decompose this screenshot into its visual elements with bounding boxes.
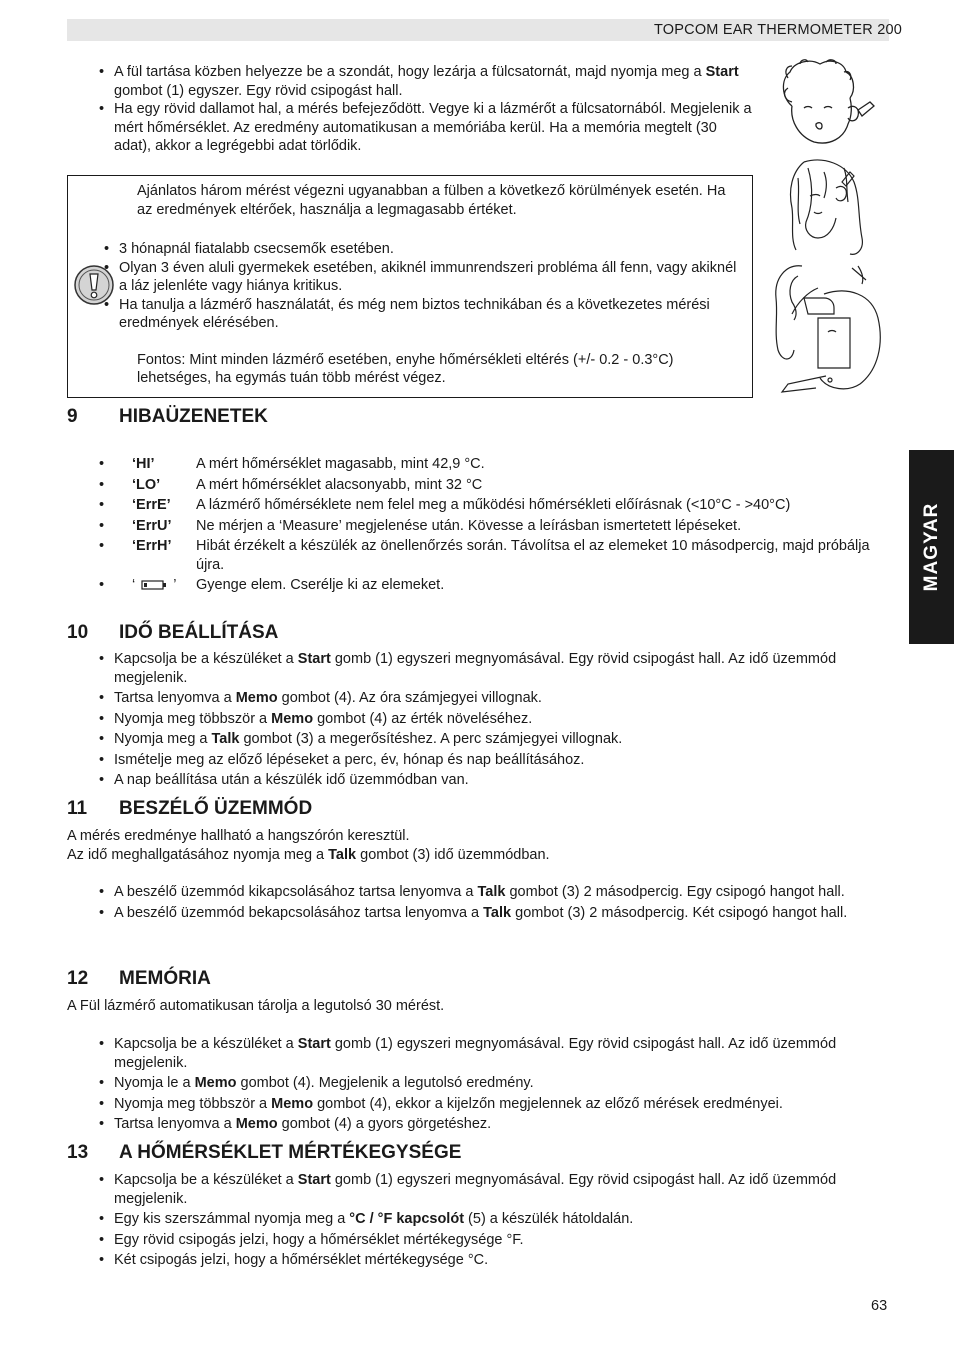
list-item: • 3 hónapnál fiatalabb csecsemők esetében. <box>72 240 742 259</box>
header-title: TOPCOM EAR THERMOMETER 200 <box>654 22 902 38</box>
list-item: • Egy kis szerszámmal nyomja meg a °C / °F kapcsolót (5) a készülék hátoldalán. <box>67 1210 887 1229</box>
section-heading-11: 11 BESZÉLŐ ÜZEMMÓD <box>67 798 313 819</box>
list-item: • Tartsa lenyomva a Memo gombot (4). Az óra számjegyei villognak. <box>67 689 887 708</box>
language-tab <box>909 450 954 644</box>
list-item: • Kapcsolja be a készüléket a Start gomb (1) egyszeri megnyomásával. Egy rövid csipogást hall. Az idő üzemmód megjelenik. <box>67 650 887 687</box>
list-item: • Ha tanulja a lázmérő használatát, és még nem biztos technikában és a következetes mérési eredmények elérésében. <box>72 296 742 333</box>
list-item: • Nyomja meg a Talk gombot (3) a megerősítéshez. A perc számjegyei villognak. <box>67 730 887 749</box>
list-item: • Tartsa lenyomva a Memo gombot (4) a gyors görgetéshez. <box>67 1115 887 1134</box>
error-row: • ‘ErrU’ Ne mérjen a ‘Measure’ megjelenése után. Kövesse a leírásban ismertetett lépéseket. <box>67 517 887 536</box>
note-intro: Ajánlatos három mérést végezni ugyanabban a fülben a következő körülmények esetén. Ha az eredmények eltérőek, használja a legmagasabb értéket. <box>137 183 726 218</box>
section-heading-10: 10 IDŐ BEÁLLÍTÁSA <box>67 622 279 643</box>
list-item: • A beszélő üzemmód bekapcsolásához tartsa lenyomva a Talk gombot (3) 2 másodpercig. Két csipogó hangot hall. <box>67 904 887 923</box>
list-item: • Két csipogás jelzi, hogy a hőmérséklet mértékegysége °C. <box>67 1251 887 1270</box>
list-item: • Ha egy rövid dallamot hal, a mérés befejeződött. Vegye ki a lázmérőt a fülcsatornából. Megjelenik a mért hőmérséklet. Az eredmény automatikusan a memóriába kerül. Ha a memória megtelt (30 adat), akkor a legrégebbi adat törlődik. <box>67 100 757 156</box>
page-number: 63 <box>871 1298 888 1314</box>
intro-list <box>67 63 757 156</box>
talk-mode-list <box>67 883 887 922</box>
list-item: • A nap beállítása után a készülék idő üzemmódban van. <box>67 771 887 790</box>
list-item: • Ismételje meg az előző lépéseket a perc, év, hónap és nap beállításához. <box>67 751 887 770</box>
error-row: • ‘HI’ A mért hőmérséklet magasabb, mint 42,9 °C. <box>67 455 887 474</box>
woman-ear-illustration <box>784 158 868 258</box>
note-list <box>119 240 742 333</box>
note-box <box>67 175 753 398</box>
time-setting-list <box>67 650 887 790</box>
section-heading-9: 9 HIBAÜZENETEK <box>67 406 268 427</box>
thermometer-ear-illustration <box>768 258 884 398</box>
unit-list <box>67 1171 887 1270</box>
list-item: • Kapcsolja be a készüléket a Start gomb (1) egyszeri megnyomásával. Egy rövid csipogást hall. Az idő üzemmód megjelenik. <box>67 1171 887 1208</box>
note-footer: Fontos: Mint minden lázmérő esetében, enyhe hőmérsékleti eltérés (+/- 0.2 - 0.3°C) lehetséges, ha egymás tuán több mérést végez. <box>137 351 674 386</box>
list-item: • Olyan 3 éven aluli gyermekek esetében, akiknél immunrendszeri probléma áll fenn, vagy akiknél a láz jelenléte vagy hiánya kritikus. <box>72 259 742 296</box>
talk-mode-intro: A mérés eredménye hallható a hangszórón keresztül. Az idő meghallgatásához nyomja meg a Talk gombot (3) idő üzemmódban. <box>67 828 550 863</box>
list-item: • Nyomja le a Memo gombot (4). Megjelenik a legutolsó eredmény. <box>67 1074 887 1093</box>
error-row: • ‘ ’ Gyenge elem. Cserélje ki az elemeket. <box>67 576 887 595</box>
list-item: • A fül tartása közben helyezze be a szondát, hogy lezárja a fülcsatornát, majd nyomja meg a Start gombot (1) egyszer. Egy rövid csipogást hall. <box>67 63 757 100</box>
memory-intro: A Fül lázmérő automatikusan tárolja a legutolsó 30 mérést. <box>67 998 445 1014</box>
note-content <box>119 182 742 388</box>
error-row: • ‘ErrE’ A lázmérő hőmérséklete nem felel meg a működési hőmérsékleti előírásnak (<10°C - >40°C) <box>67 496 887 515</box>
low-battery-icon <box>141 580 167 590</box>
list-item: • Nyomja meg többször a Memo gombot (4) az érték növeléséhez. <box>67 710 887 729</box>
child-ear-illustration <box>774 58 876 150</box>
memory-list <box>67 1035 887 1134</box>
error-row: • ‘ErrH’ Hibát érzékelt a készülék az önellenőrzés során. Távolítsa el az elemeket 10 másodpercig, majd próbálja újra. <box>67 537 887 574</box>
list-item: • Nyomja meg többször a Memo gombot (4), ekkor a kijelzőn megjelennek az előző mérések eredményei. <box>67 1095 887 1114</box>
error-list <box>67 455 887 595</box>
list-item: • Egy rövid csipogás jelzi, hogy a hőmérséklet mértékegysége °F. <box>67 1231 887 1250</box>
error-row: • ‘LO’ A mért hőmérséklet alacsonyabb, mint 32 °C <box>67 476 887 495</box>
section-heading-13: 13 A HŐMÉRSÉKLET MÉRTÉKEGYSÉGE <box>67 1142 462 1163</box>
list-item: • A beszélő üzemmód kikapcsolásához tartsa lenyomva a Talk gombot (3) 2 másodpercig. Egy csipogó hangot hall. <box>67 883 887 902</box>
language-tab-label: MAGYAR <box>920 502 942 592</box>
list-item: • Kapcsolja be a készüléket a Start gomb (1) egyszeri megnyomásával. Egy rövid csipogást hall. Az idő üzemmód megjelenik. <box>67 1035 887 1072</box>
section-heading-12: 12 MEMÓRIA <box>67 968 211 989</box>
